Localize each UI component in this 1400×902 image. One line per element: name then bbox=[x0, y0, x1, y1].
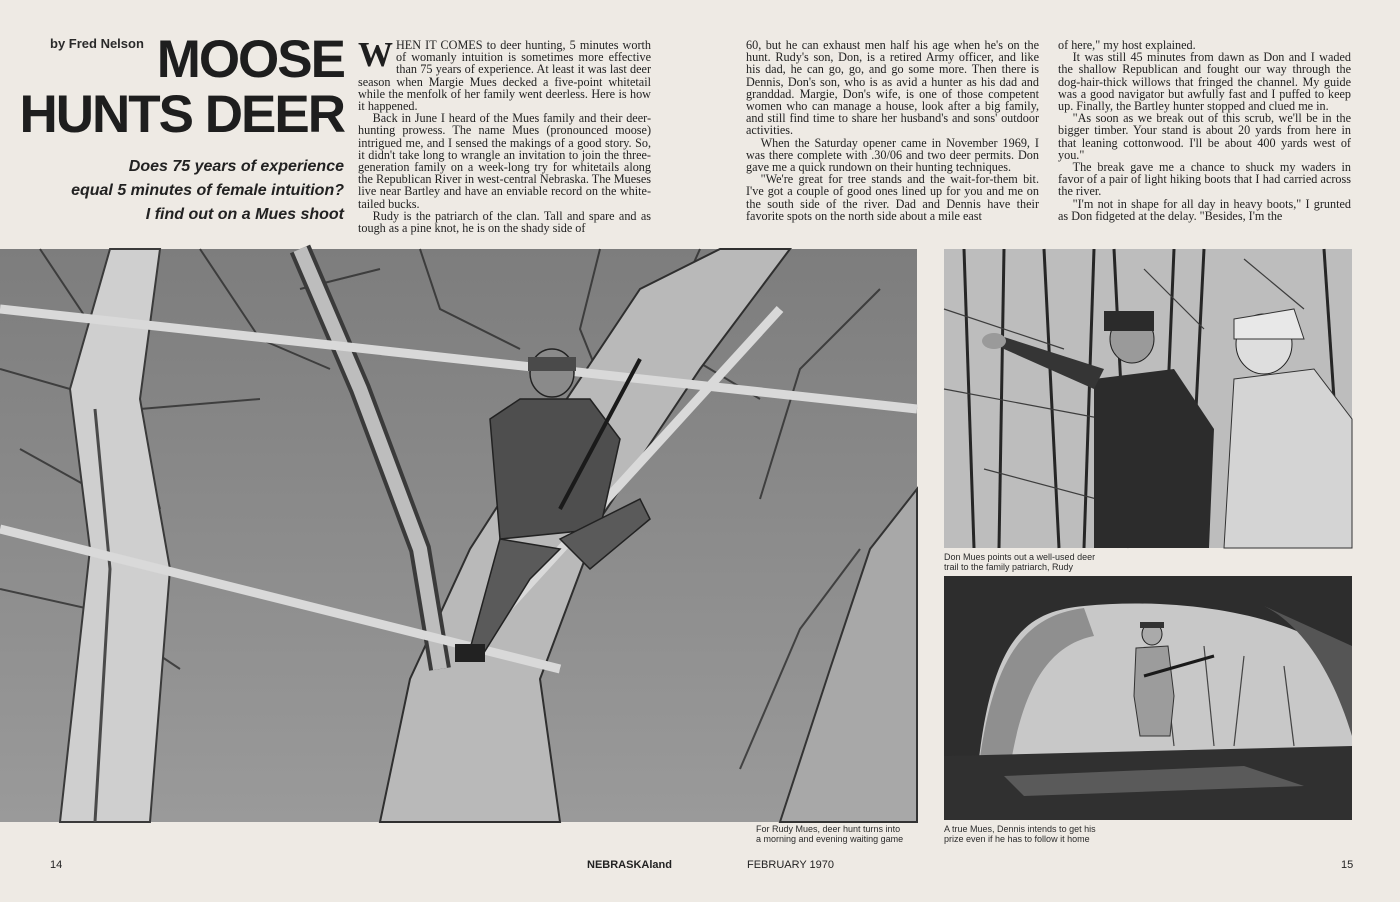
deck bbox=[71, 155, 344, 227]
paragraph: It was still 45 minutes from dawn as Don and I waded the shallow Republican and fought our way through the dog-hair-thick willows that fringed the channel. My guide was a good navigator but awfully fast and I puffed to keep up. Finally, the Bartley hunter stopped and clued me in. bbox=[1058, 50, 1351, 114]
photo-tree-stand bbox=[0, 249, 917, 822]
deck-line-3: I find out on a Mues shoot bbox=[145, 206, 344, 223]
drop-cap: W bbox=[358, 35, 393, 74]
article-column-1 bbox=[358, 35, 651, 236]
magazine-name: NEBRASKAland bbox=[587, 859, 672, 871]
caption-top-right bbox=[944, 552, 1124, 572]
headline-line-2: HUNTS DEER bbox=[19, 85, 344, 144]
caption-bottom-right-line-1: A true Mues, Dennis intends to get his bbox=[944, 824, 1096, 834]
photo-dennis bbox=[944, 576, 1352, 820]
paragraph: "I'm not in shape for all day in heavy boots," I grunted as Don fidgeted at the delay. "Besides, I'm the bbox=[1058, 196, 1351, 223]
page-number-right: 15 bbox=[1341, 859, 1354, 871]
caption-main-line-1: For Rudy Mues, deer hunt turns into bbox=[756, 824, 901, 834]
photo-tree-stand-image bbox=[0, 249, 917, 822]
caption-main-line-2: a morning and evening waiting game bbox=[756, 834, 904, 844]
paragraph: WHEN IT COMES to deer hunting, 5 minutes worth of womanly intuition is sometimes more effective than 75 years of experience. At least it was last deer season when Margie Mues decked a five-point whitetail while the menfolk of her family went deerless. Here is how it happened. bbox=[358, 35, 651, 114]
deck-line-1: Does 75 years of experience bbox=[128, 158, 344, 175]
article-column-2 bbox=[746, 39, 1039, 223]
caption-bottom-right bbox=[944, 824, 1134, 844]
photo-dennis-image bbox=[944, 576, 1352, 820]
page-number-left: 14 bbox=[50, 859, 63, 871]
article-column-3 bbox=[1058, 39, 1351, 223]
photo-pointing-trail-image bbox=[944, 249, 1352, 548]
caption-bottom-right-line-2: prize even if he has to follow it home bbox=[944, 834, 1090, 844]
issue-date: FEBRUARY 1970 bbox=[747, 859, 835, 871]
deck-line-2: equal 5 minutes of female intuition? bbox=[71, 182, 344, 199]
caption-top-right-line-2: trail to the family patriarch, Rudy bbox=[944, 562, 1074, 572]
paragraph: Back in June I heard of the Mues family and their deer-hunting prowess. The name Mues (pronounced moose) intrigued me, and I sensed the makings of a good story. So, it didn't take long to wrangle an invitation to join the three-generation family on a week-long try for whitetails along the Republican River in west-central Nebraska. The Mueses live near Bartley and have an enviable record on the white-tailed bucks. bbox=[358, 111, 651, 211]
paragraph: "As soon as we break out of this scrub, we'll be in the bigger timber. Your stand is about 20 yards from here in that leaning cottonwood. I'll be about 400 yards west of you." bbox=[1058, 111, 1351, 162]
paragraph: 60, but he can exhaust men half his age when he's on the hunt. Rudy's son, Don, is a retired Army officer, and like his dad, he can go, go, and go some more. Then there is Dennis, Don's son, who is as avid a hunter as his dad and granddad. Margie, Don's wife, is one of those competent women who can manage a house, look after a big family, and still find time to share her husband's and sons' outdoor activities. bbox=[746, 38, 1039, 138]
paragraph: of here," my host explained. bbox=[1058, 38, 1196, 52]
photo-pointing-trail bbox=[944, 249, 1352, 548]
caption-top-right-line-1: Don Mues points out a well-used deer bbox=[944, 552, 1096, 562]
paragraph: When the Saturday opener came in November 1969, I was there complete with .30/06 and two deer permits. Don gave me a quick rundown on their hunting techniques. bbox=[746, 135, 1039, 175]
byline: by Fred Nelson bbox=[50, 36, 144, 51]
paragraph: "We're great for tree stands and the wait-for-them bit. I've got a couple of good ones lined up for you and me on the south side of the river. Dad and Dennis have their favorite spots on the north side about a mile east bbox=[746, 172, 1039, 223]
headline-line-1: MOOSE bbox=[156, 30, 344, 89]
paragraph: Rudy is the patriarch of the clan. Tall and spare and as tough as a pine knot, he is on the shady side of bbox=[358, 208, 651, 236]
headline bbox=[19, 32, 344, 142]
caption-main bbox=[756, 824, 921, 844]
paragraph: The break gave me a chance to shuck my waders in favor of a pair of light hiking boots that I had carried across the river. bbox=[1058, 160, 1351, 199]
